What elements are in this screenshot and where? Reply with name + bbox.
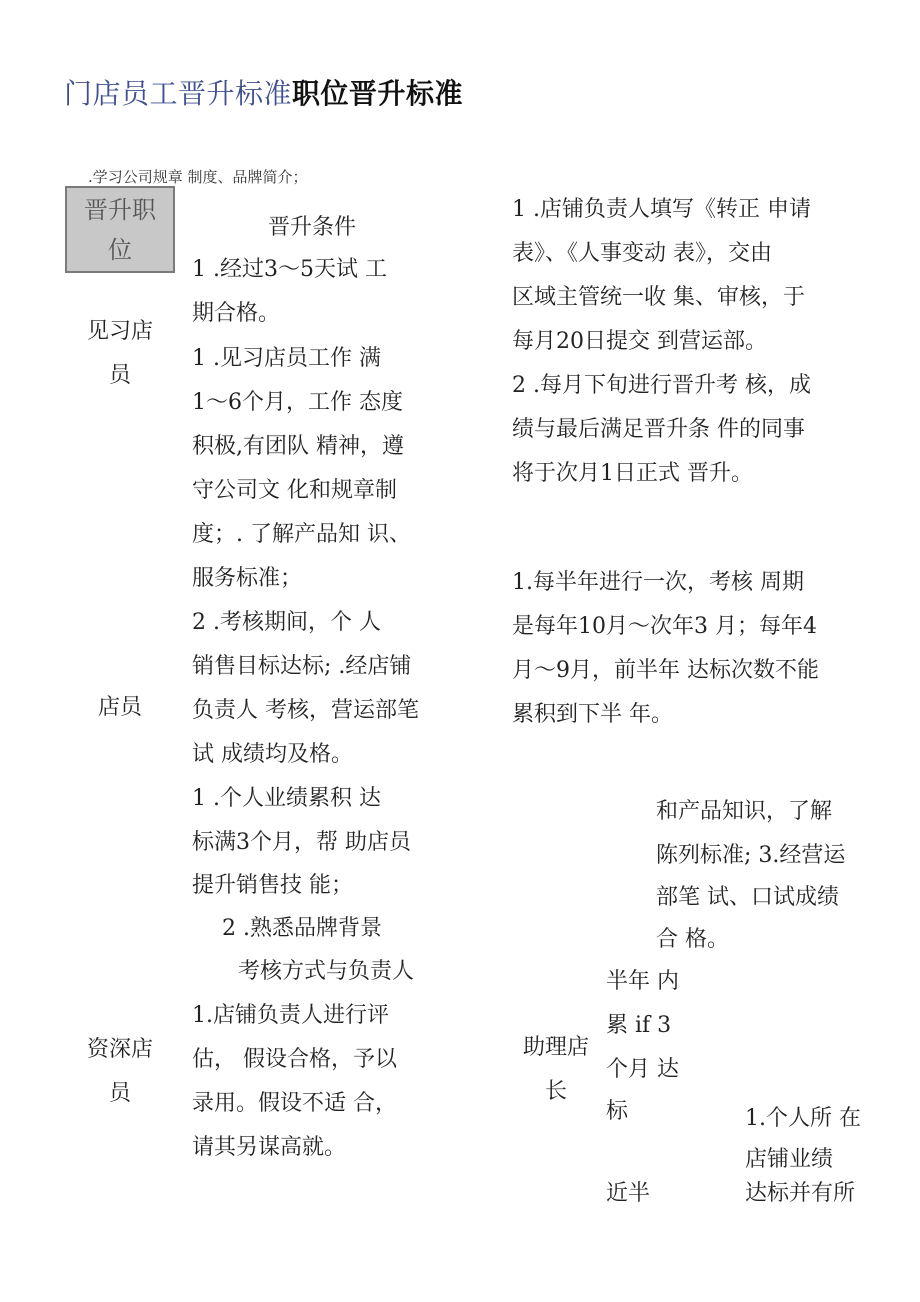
condition-line: 服务标准； xyxy=(192,566,303,591)
continuation-line: 和产品知识，了解 xyxy=(656,799,833,824)
condition-line: 估， 假设合格，予以 xyxy=(192,1047,397,1072)
condition-line: 1 .见习店员工作 满 xyxy=(192,346,381,371)
assessment-line: 将于次月1日正式 晋升。 xyxy=(512,461,753,486)
assessment-line: 绩与最后满足晋升条 件的同事 xyxy=(512,417,805,442)
title-part-1: 门店员工晋升标准 xyxy=(64,77,293,110)
half-year-line: 标 xyxy=(606,1099,629,1124)
half-year-line: 半年 内 xyxy=(606,969,679,994)
assessment-line: 2 .每月下旬进行晋升考 核，成 xyxy=(512,373,811,398)
position-header-label: 晋升职位 xyxy=(84,195,156,264)
assessment-line: 1.每半年进行一次，考核 周期 xyxy=(512,570,804,595)
condition-line: 2 .熟悉品牌背景 xyxy=(222,916,382,941)
personal-line: 达标并有所 xyxy=(745,1181,856,1206)
role-senior: 资深店员 xyxy=(86,1037,153,1106)
assessment-header: 考核方式与负责人 xyxy=(238,959,415,984)
assessment-line: 累积到下半 年。 xyxy=(512,702,673,727)
condition-header: 晋升条件 xyxy=(268,215,357,240)
condition-line: 提升销售技 能； xyxy=(192,873,353,898)
personal-line: 1.个人所 在 xyxy=(745,1106,861,1131)
assessment-line: 表》、《人事变动 表》，交由 xyxy=(512,241,772,266)
half-year-line: 累 if 3 xyxy=(606,1013,672,1038)
page-title xyxy=(64,72,463,112)
condition-line: 1.店铺负责人进行评 xyxy=(192,1003,389,1028)
assessment-line: 1 .店铺负责人填写《转正 申请 xyxy=(512,197,811,222)
condition-line: 销售目标达标; .经店铺 xyxy=(192,654,412,679)
condition-line: 试 成绩均及格。 xyxy=(192,742,353,767)
position-header-cell xyxy=(65,186,175,273)
personal-line: 店铺业绩 xyxy=(745,1147,834,1172)
condition-line: 标满3个月，帮 助店员 xyxy=(192,830,411,855)
condition-line: 录用。假设不适 合， xyxy=(192,1091,397,1116)
title-part-2: 职位晋升标准 xyxy=(292,77,464,110)
role-clerk: 店员 xyxy=(97,695,142,720)
condition-line: 负责人 考核，营运部笔 xyxy=(192,698,419,723)
continuation-line: 陈列标准; 3.经营运 xyxy=(656,843,846,868)
condition-line: 积极,有团队 精神，遵 xyxy=(192,434,404,459)
condition-line: 1 .个人业绩累积 达 xyxy=(192,786,381,811)
half-year-line: 个月 达 xyxy=(606,1057,679,1082)
continuation-line: 部笔 试、口试成绩 xyxy=(656,885,839,910)
condition-line: 期合格。 xyxy=(192,301,281,326)
condition-line: 度；. 了解产品知 识、 xyxy=(192,522,411,547)
condition-line: 1〜6个月，工作 态度 xyxy=(192,390,403,415)
assessment-line: 月〜9月，前半年 达标次数不能 xyxy=(512,658,819,683)
role-intern: 见习店员 xyxy=(86,319,153,388)
role-assistant-manager: 助理店长 xyxy=(522,1035,589,1104)
intro-text: .学习公司规章 制度、品牌简介； xyxy=(88,168,308,186)
continuation-line: 合 格。 xyxy=(656,927,729,952)
assessment-line: 每月20日提交 到营运部。 xyxy=(512,329,767,354)
condition-line: 1 .经过3〜5天试 工 xyxy=(192,257,387,282)
assessment-line: 是每年10月〜次年3 月；每年4 xyxy=(512,614,817,639)
half-year-line: 近半 xyxy=(606,1181,651,1206)
condition-line: 守公司文 化和规章制 xyxy=(192,478,397,503)
condition-line: 2 .考核期间，个 人 xyxy=(192,610,381,635)
assessment-line: 区域主管统一收 集、审核，于 xyxy=(512,285,805,310)
condition-line: 请其另谋高就。 xyxy=(192,1135,347,1160)
